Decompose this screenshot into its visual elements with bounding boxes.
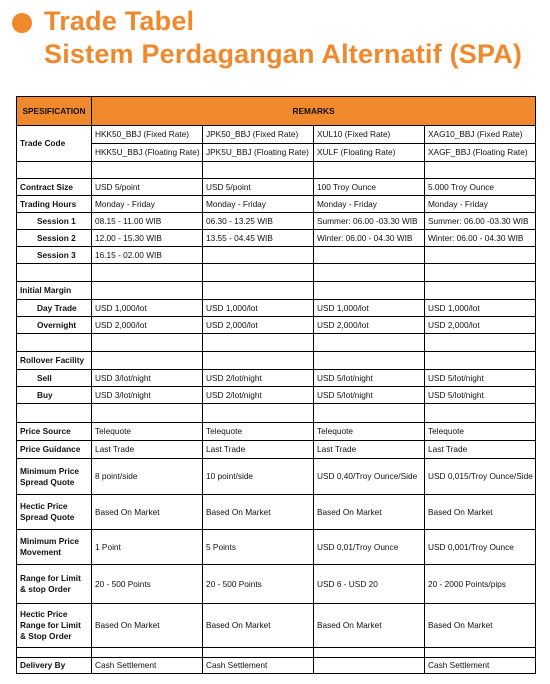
table-cell: USD 2/lot/night xyxy=(203,387,314,404)
table-cell: 8 point/side xyxy=(92,459,203,495)
spacer-row xyxy=(17,264,536,282)
row-label: Session 3 xyxy=(17,247,92,264)
table-cell: 20 - 500 Points xyxy=(92,565,203,604)
page-title: Trade Tabel xyxy=(44,6,195,36)
table-cell: Summer: 06.00 -03.30 WIB xyxy=(425,213,536,230)
row-label: Sell xyxy=(17,370,92,387)
table-header-row xyxy=(17,97,536,126)
row-label: Buy xyxy=(17,387,92,404)
row-label: Trading Hours xyxy=(17,196,92,213)
row-label: Price Source xyxy=(17,423,92,441)
table-row xyxy=(17,247,536,264)
row-label: Contract Size xyxy=(17,179,92,196)
table-row xyxy=(17,495,536,530)
table-cell: USD 5/point xyxy=(92,179,203,196)
table-cell: USD 6 - USD 20 xyxy=(314,565,425,604)
row-label: Session 2 xyxy=(17,230,92,247)
table-row xyxy=(17,423,536,441)
spacer-row xyxy=(17,648,536,658)
orange-bullet-icon xyxy=(12,13,32,33)
table-cell: USD 2,000/lot xyxy=(203,317,314,334)
table-cell: 08.15 - 11.00 WIB xyxy=(92,213,203,230)
table-cell: JPK50_BBJ (Fixed Rate) xyxy=(203,126,314,144)
table-cell: Based On Market xyxy=(92,495,203,530)
table-cell: Based On Market xyxy=(425,495,536,530)
table-cell: USD 0,40/Troy Ounce/Side xyxy=(314,459,425,495)
table-cell: XAGF_BBJ (Floating Rate) xyxy=(425,144,536,162)
table-cell: HKK50_BBJ (Fixed Rate) xyxy=(92,126,203,144)
table-row xyxy=(17,565,536,604)
table-cell: Cash Settlement xyxy=(425,658,536,674)
table-cell: USD 5/lot/night xyxy=(314,387,425,404)
table-cell xyxy=(314,247,425,264)
table-cell: USD 1,000/lot xyxy=(314,300,425,317)
table-cell: Monday - Friday xyxy=(425,196,536,213)
table-row xyxy=(17,126,536,144)
remarks-header-cell: REMARKS xyxy=(92,97,536,126)
row-label: Rollover Facility xyxy=(17,352,92,370)
table-cell: USD 0,015/Troy Ounce/Side xyxy=(425,459,536,495)
table-cell: USD 5/lot/night xyxy=(314,370,425,387)
table-row xyxy=(17,604,536,648)
table-cell: USD 1,000/lot xyxy=(425,300,536,317)
table-cell: 100 Troy Ounce xyxy=(314,179,425,196)
table-cell: USD 1,000/lot xyxy=(92,300,203,317)
table-cell: 20 - 500 Points xyxy=(203,565,314,604)
table-cell: Summer: 06.00 -03.30 WIB xyxy=(314,213,425,230)
table-cell: USD 0,001/Troy Ounce xyxy=(425,530,536,565)
table-cell: Telequote xyxy=(425,423,536,441)
table-cell: 20 - 2000 Points/pips xyxy=(425,565,536,604)
spacer-row xyxy=(17,404,536,423)
table-cell: 5.000 Troy Ounce xyxy=(425,179,536,196)
table-cell: Telequote xyxy=(92,423,203,441)
table-cell: Based On Market xyxy=(203,604,314,648)
table-row xyxy=(17,230,536,247)
spec-header-cell: SPESIFICATION xyxy=(17,97,92,126)
table-row xyxy=(17,300,536,317)
table-cell: USD 2,000/lot xyxy=(92,317,203,334)
table-row xyxy=(17,530,536,565)
row-label: Delivery By xyxy=(17,658,92,674)
table-cell: USD 5/lot/night xyxy=(425,387,536,404)
row-label: Initial Margin xyxy=(17,282,92,300)
table-cell: USD 1,000/lot xyxy=(203,300,314,317)
table-cell xyxy=(425,247,536,264)
table-row xyxy=(17,352,536,370)
table-cell: 5 Points xyxy=(203,530,314,565)
table-row xyxy=(17,144,536,162)
table-cell: USD 0,01/Troy Ounce xyxy=(314,530,425,565)
table-cell xyxy=(203,247,314,264)
row-label: Hectic Price Range for Limit & Stop Order xyxy=(17,604,92,648)
table-cell: Last Trade xyxy=(314,441,425,459)
row-label: Session 1 xyxy=(17,213,92,230)
table-row xyxy=(17,196,536,213)
table-cell: Based On Market xyxy=(92,604,203,648)
table-cell: Based On Market xyxy=(314,604,425,648)
table-row xyxy=(17,370,536,387)
table-cell: USD 2,000/lot xyxy=(314,317,425,334)
row-label: Range for Limit & stop Order xyxy=(17,565,92,604)
table-cell: Last Trade xyxy=(425,441,536,459)
table-cell: USD 2/lot/night xyxy=(203,370,314,387)
row-label: Overnight xyxy=(17,317,92,334)
table-row xyxy=(17,387,536,404)
table-cell: 1 Point xyxy=(92,530,203,565)
table-cell: Winter: 06.00 - 04.30 WIB xyxy=(314,230,425,247)
table-cell: Winter: 06.00 - 04.30 WIB xyxy=(425,230,536,247)
table-row xyxy=(17,441,536,459)
table-row xyxy=(17,317,536,334)
table-cell: Based On Market xyxy=(203,495,314,530)
trade-spec-table xyxy=(16,96,536,674)
table-cell: USD 5/point xyxy=(203,179,314,196)
table-cell: USD 2,000/lot xyxy=(425,317,536,334)
table-cell: Telequote xyxy=(203,423,314,441)
spacer-row xyxy=(17,334,536,352)
table-cell: Cash Settlement xyxy=(203,658,314,674)
table-cell: 13.55 - 04.45 WIB xyxy=(203,230,314,247)
table-cell: XULF (Floating Rate) xyxy=(314,144,425,162)
table-cell: XAG10_BBJ (Fixed Rate) xyxy=(425,126,536,144)
table-cell: Last Trade xyxy=(92,441,203,459)
table-cell: Telequote xyxy=(314,423,425,441)
row-label: Day Trade xyxy=(17,300,92,317)
row-label: Hectic Price Spread Quote xyxy=(17,495,92,530)
table-cell: Cash Settlement xyxy=(92,658,203,674)
row-label: Minimum Price Spread Quote xyxy=(17,459,92,495)
row-label: Minimum Price Movement xyxy=(17,530,92,565)
table-cell: Monday - Friday xyxy=(203,196,314,213)
table-cell: Monday - Friday xyxy=(92,196,203,213)
table-cell: JPK5U_BBJ (Floating Rate) xyxy=(203,144,314,162)
row-label: Trade Code xyxy=(17,126,92,162)
table-cell: Monday - Friday xyxy=(314,196,425,213)
table-row xyxy=(17,459,536,495)
table-cell xyxy=(314,658,425,674)
table-row xyxy=(17,179,536,196)
table-cell: 10 point/side xyxy=(203,459,314,495)
table-cell: USD 5/lot/night xyxy=(425,370,536,387)
table-cell: Based On Market xyxy=(314,495,425,530)
table-cell: USD 3/lot/night xyxy=(92,370,203,387)
spacer-row xyxy=(17,162,536,179)
table-row xyxy=(17,282,536,300)
table-cell: 06.30 - 13.25 WIB xyxy=(203,213,314,230)
table-row xyxy=(17,658,536,674)
table-row xyxy=(17,213,536,230)
page-header xyxy=(0,0,550,90)
table-cell: Last Trade xyxy=(203,441,314,459)
table-cell: USD 3/lot/night xyxy=(92,387,203,404)
table-cell: 12.00 - 15.30 WIB xyxy=(92,230,203,247)
table-cell: Based On Market xyxy=(425,604,536,648)
row-label: Price Guidance xyxy=(17,441,92,459)
table-cell: 16.15 - 02.00 WIB xyxy=(92,247,203,264)
page-subtitle: Sistem Perdagangan Alternatif (SPA) xyxy=(44,39,523,69)
table-cell: HKK5U_BBJ (Floating Rate) xyxy=(92,144,203,162)
table-cell: XUL10 (Fixed Rate) xyxy=(314,126,425,144)
